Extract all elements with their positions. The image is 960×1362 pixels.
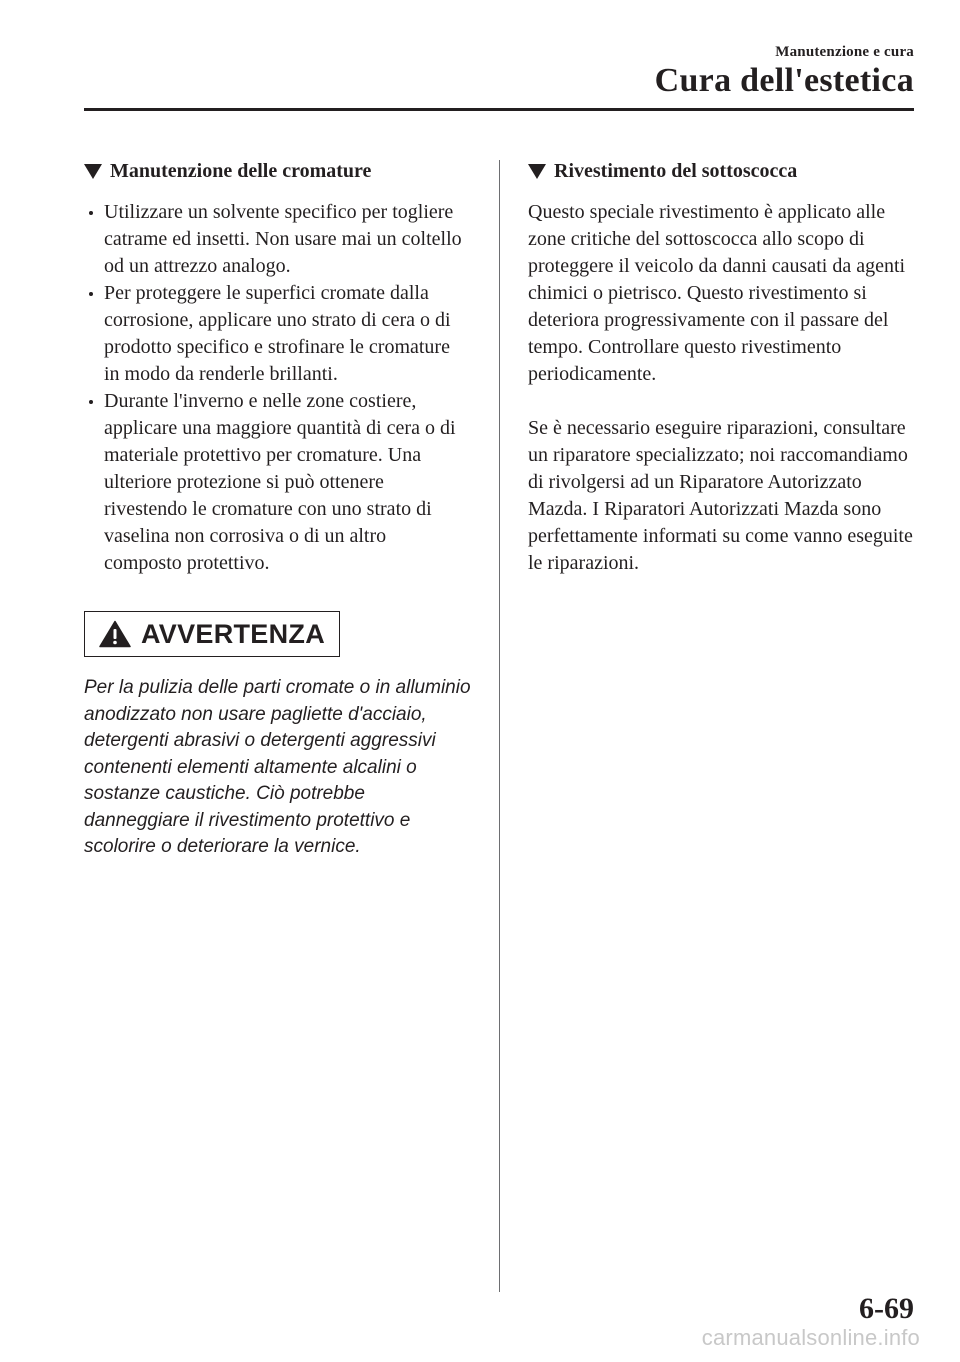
watermark: carmanualsonline.info <box>701 1325 920 1350</box>
triangle-marker-icon <box>84 164 102 179</box>
list-item-text: Durante l'inverno e nelle zone costiere, applicare una maggiore quantità di cera o di materiale protettivo per cromature. Una ulteriore protezione si può ottenere rivestendo le cromature con uno strato di vaselina non corrosiva o di un altro composto protettivo. <box>104 390 456 574</box>
list-item <box>84 280 468 388</box>
underbody-coating-heading <box>528 160 920 183</box>
paragraph: Se è necessario eseguire riparazioni, consultare un riparatore specializzato; noi raccomandiamo di rivolgersi ad un Riparatore Autorizzato Mazda. I Riparatori Autorizzati Mazda sono perfettamente informati su come vanno eseguite le riparazioni. <box>528 417 913 574</box>
header-rule <box>84 108 914 111</box>
bullet-icon <box>89 292 93 296</box>
list-item-text: Utilizzare un solvente specifico per togliere catrame ed insetti. Non usare mai un coltello od un attrezzo analogo. <box>104 201 462 277</box>
page-title: Cura dell'estetica <box>654 62 914 99</box>
section-label: Manutenzione e cura <box>775 44 914 60</box>
paragraph: Questo speciale rivestimento è applicato alle zone critiche del sottoscocca allo scopo di proteggere il veicolo da danni causati da agenti chimici o pietrisco. Questo rivestimento si deteriora progressivamente con il passare del tempo. Controllare questo rivestimento periodicamente. <box>528 201 906 385</box>
list-item-text: Per proteggere le superfici cromate dalla corrosione, applicare uno strato di cera o di prodotto specifico e strofinare le cromature in modo da renderle brillanti. <box>104 282 451 385</box>
bullet-icon <box>89 400 93 404</box>
bullet-list <box>84 199 468 577</box>
warning-text: Per la pulizia delle parti cromate o in alluminio anodizzato non usare pagliette d'acciaio, detergenti abrasivi o detergenti aggressivi contenenti elementi altamente alcalini o sostanze caustiche. Ciò potrebbe danneggiare il rivestimento protettivo e scolorire o deteriorare la vernice. <box>84 677 471 857</box>
page-number: 6-69 <box>859 1292 914 1325</box>
left-column <box>84 160 471 861</box>
list-item <box>84 388 468 577</box>
column-divider <box>499 160 500 1292</box>
bullet-icon <box>89 211 93 215</box>
warning-icon <box>99 620 131 648</box>
warning-box <box>84 611 340 657</box>
heading-text: Manutenzione delle cromature <box>110 160 372 182</box>
triangle-marker-icon <box>528 164 546 179</box>
chrome-maintenance-heading <box>84 160 468 183</box>
warning-title: AVVERTENZA <box>140 618 325 649</box>
heading-text: Rivestimento del sottoscocca <box>554 160 798 182</box>
right-column <box>528 160 920 577</box>
list-item <box>84 199 468 280</box>
